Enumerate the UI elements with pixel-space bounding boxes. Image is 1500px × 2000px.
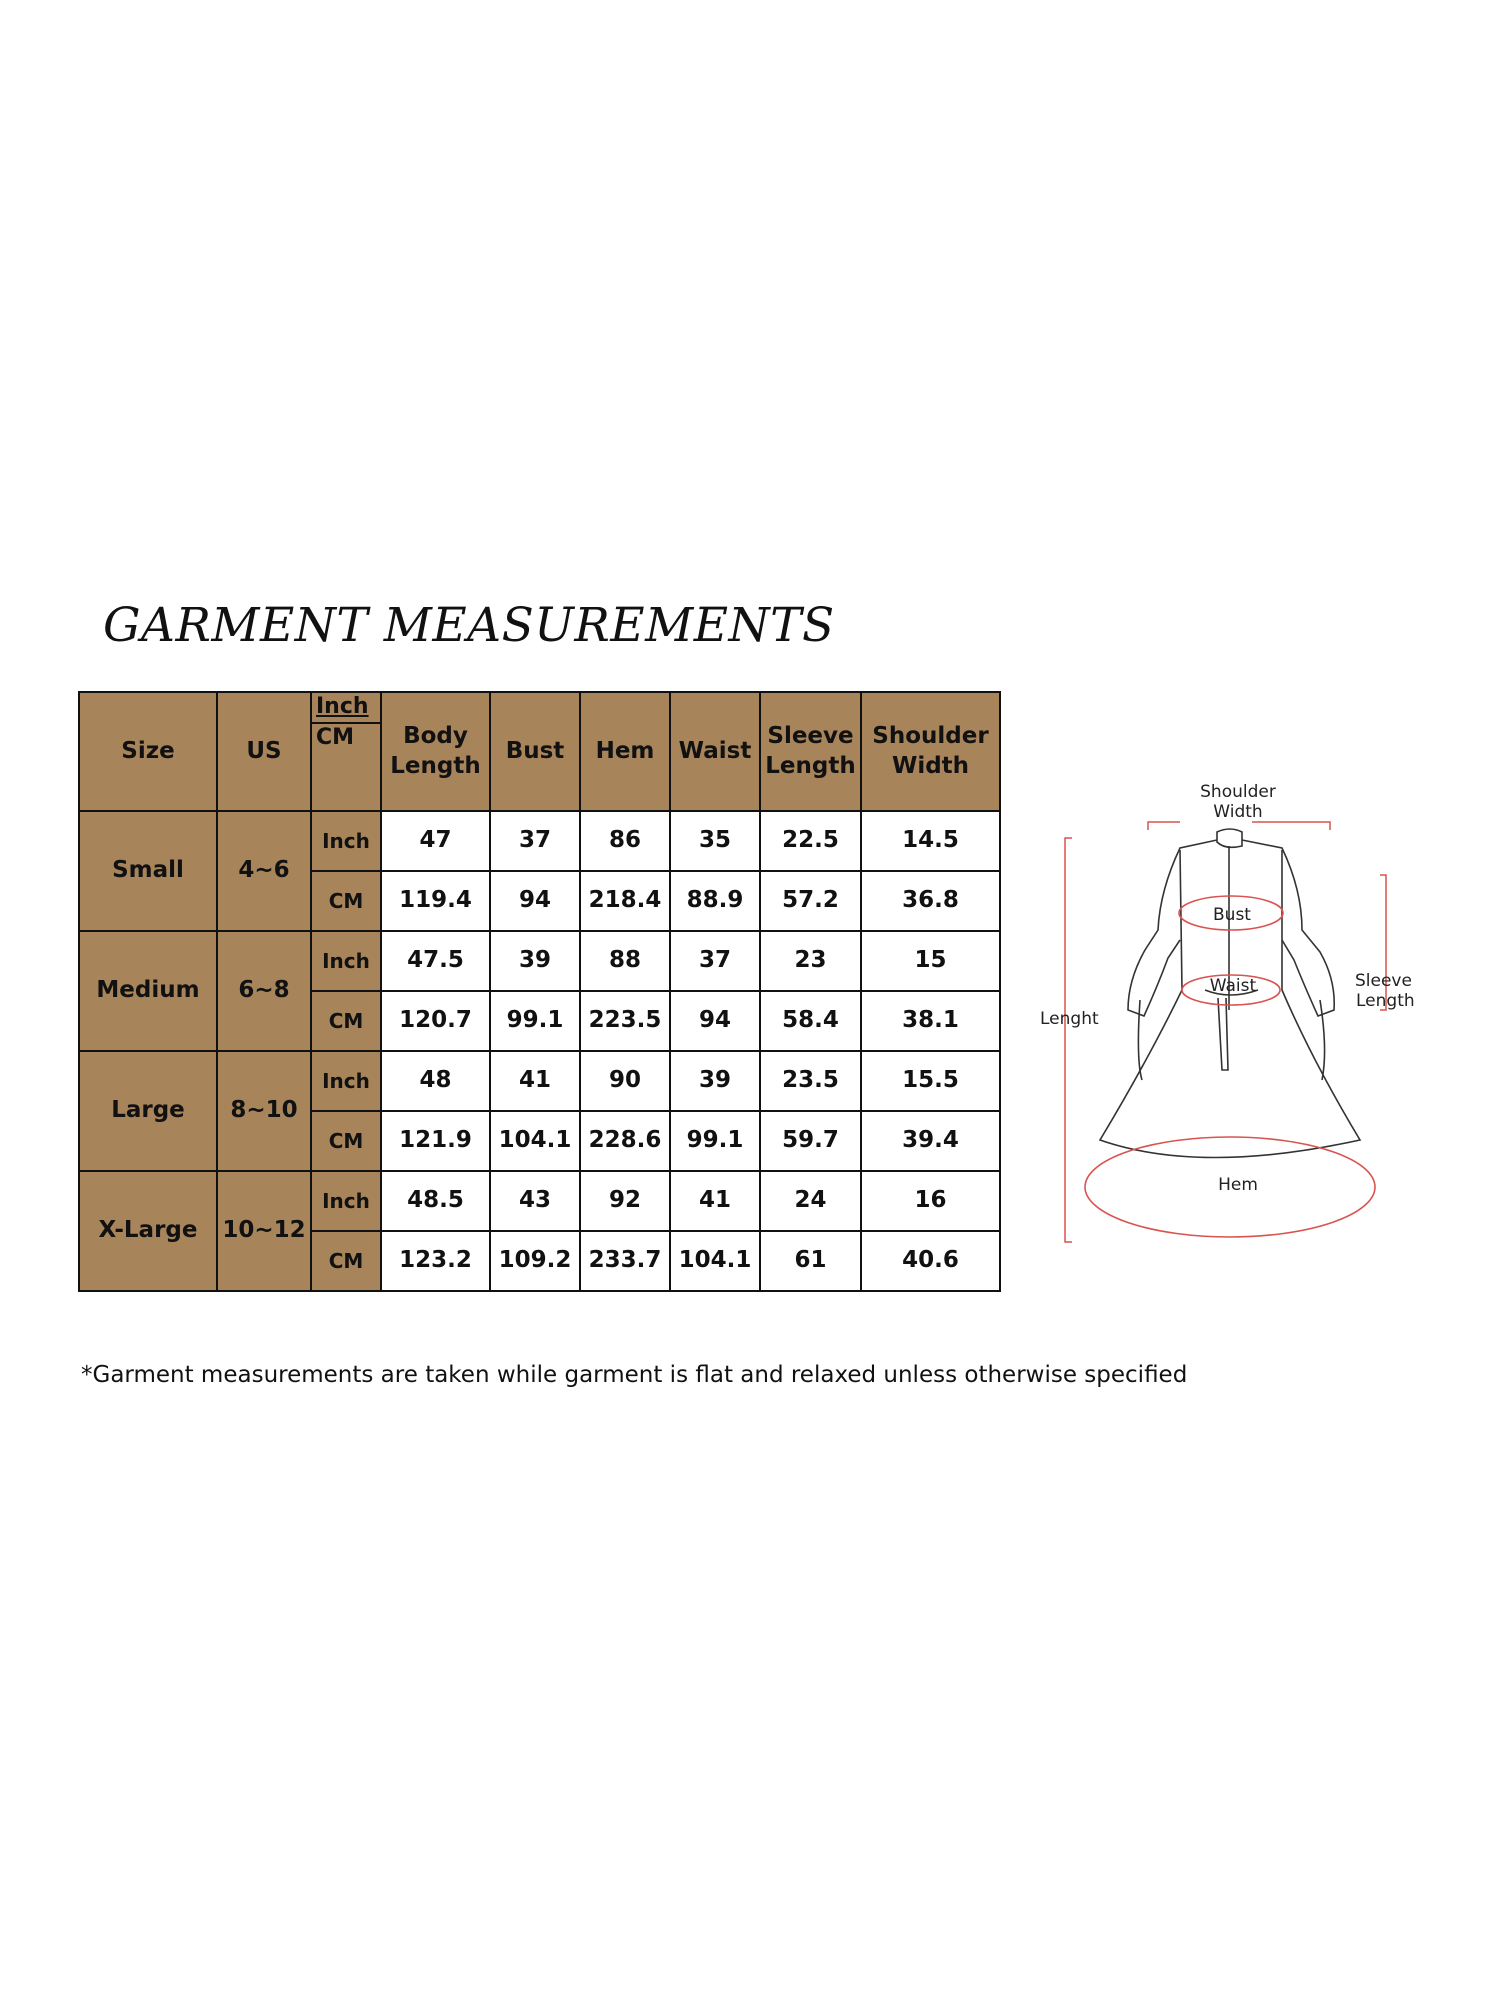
measurement-cell: 41 bbox=[670, 1171, 760, 1231]
measurement-cell: 228.6 bbox=[580, 1111, 670, 1171]
table-row bbox=[79, 931, 1000, 991]
measurement-cell: 223.5 bbox=[580, 991, 670, 1051]
unit-cell: Inch bbox=[311, 1051, 381, 1111]
measurement-cell: 39.4 bbox=[861, 1111, 1000, 1171]
measurement-cell: 233.7 bbox=[580, 1231, 670, 1291]
measurement-cell: 48 bbox=[381, 1051, 490, 1111]
size-cell: Small bbox=[79, 811, 217, 931]
header-shoulder-width: Shoulder Width bbox=[861, 692, 1000, 811]
measurement-cell: 35 bbox=[670, 811, 760, 871]
measurement-cell: 57.2 bbox=[760, 871, 861, 931]
measurement-cell: 109.2 bbox=[490, 1231, 580, 1291]
us-size-cell: 4~6 bbox=[217, 811, 311, 931]
table-row bbox=[79, 1051, 1000, 1111]
measurement-cell: 94 bbox=[670, 991, 760, 1051]
measurement-cell: 39 bbox=[670, 1051, 760, 1111]
header-size: Size bbox=[79, 692, 217, 811]
measurement-cell: 22.5 bbox=[760, 811, 861, 871]
table-header-row bbox=[79, 692, 1000, 811]
us-size-cell: 8~10 bbox=[217, 1051, 311, 1171]
unit-cell: CM bbox=[311, 1111, 381, 1171]
measurement-cell: 39 bbox=[490, 931, 580, 991]
size-cell: Large bbox=[79, 1051, 217, 1171]
measurement-cell: 121.9 bbox=[381, 1111, 490, 1171]
measurement-cell: 15 bbox=[861, 931, 1000, 991]
measurement-cell: 120.7 bbox=[381, 991, 490, 1051]
measurement-cell: 16 bbox=[861, 1171, 1000, 1231]
header-waist: Waist bbox=[670, 692, 760, 811]
measurement-cell: 48.5 bbox=[381, 1171, 490, 1231]
header-bust: Bust bbox=[490, 692, 580, 811]
measurement-cell: 14.5 bbox=[861, 811, 1000, 871]
shoulder-width-label: Shoulder bbox=[1200, 782, 1276, 802]
header-body-length: Body Length bbox=[381, 692, 490, 811]
size-chart-table bbox=[78, 691, 1001, 1292]
measurement-cell: 123.2 bbox=[381, 1231, 490, 1291]
header-sleeve-length: Sleeve Length bbox=[760, 692, 861, 811]
unit-cell: CM bbox=[311, 871, 381, 931]
table-row bbox=[79, 811, 1000, 871]
garment-diagram bbox=[1030, 780, 1430, 1250]
header-us: US bbox=[217, 692, 311, 811]
measurement-cell: 37 bbox=[670, 931, 760, 991]
measurement-cell: 40.6 bbox=[861, 1231, 1000, 1291]
bust-label: Bust bbox=[1213, 905, 1251, 925]
measurement-cell: 58.4 bbox=[760, 991, 861, 1051]
header-unit bbox=[311, 692, 381, 811]
header-unit-inch: Inch bbox=[312, 693, 380, 724]
us-size-cell: 10~12 bbox=[217, 1171, 311, 1291]
measurement-cell: 94 bbox=[490, 871, 580, 931]
unit-cell: CM bbox=[311, 991, 381, 1051]
shoulder-width-measure-line bbox=[1148, 822, 1330, 830]
measurement-cell: 47.5 bbox=[381, 931, 490, 991]
measurement-cell: 90 bbox=[580, 1051, 670, 1111]
measurement-cell: 23 bbox=[760, 931, 861, 991]
page-title: GARMENT MEASUREMENTS bbox=[103, 598, 835, 653]
sleeve-length-label: Sleeve bbox=[1355, 971, 1412, 991]
measurement-cell: 88.9 bbox=[670, 871, 760, 931]
hem-label: Hem bbox=[1218, 1175, 1258, 1195]
measurement-cell: 104.1 bbox=[670, 1231, 760, 1291]
measurement-cell: 38.1 bbox=[861, 991, 1000, 1051]
table-row bbox=[79, 1171, 1000, 1231]
unit-cell: CM bbox=[311, 1231, 381, 1291]
header-hem: Hem bbox=[580, 692, 670, 811]
unit-cell: Inch bbox=[311, 811, 381, 871]
waist-label: Waist bbox=[1209, 976, 1257, 996]
measurement-cell: 86 bbox=[580, 811, 670, 871]
us-size-cell: 6~8 bbox=[217, 931, 311, 1051]
length-measure-line bbox=[1065, 838, 1072, 1242]
shoulder-width-label-2: Width bbox=[1213, 802, 1263, 822]
size-cell: X-Large bbox=[79, 1171, 217, 1291]
measurement-cell: 43 bbox=[490, 1171, 580, 1231]
measurement-cell: 61 bbox=[760, 1231, 861, 1291]
measurement-cell: 47 bbox=[381, 811, 490, 871]
length-label: Lenght bbox=[1040, 1009, 1099, 1029]
measurement-cell: 88 bbox=[580, 931, 670, 991]
sleeve-length-label-2: Length bbox=[1356, 991, 1415, 1011]
measurement-cell: 59.7 bbox=[760, 1111, 861, 1171]
measurement-cell: 37 bbox=[490, 811, 580, 871]
measurement-cell: 23.5 bbox=[760, 1051, 861, 1111]
size-cell: Medium bbox=[79, 931, 217, 1051]
measurement-cell: 41 bbox=[490, 1051, 580, 1111]
measurement-cell: 92 bbox=[580, 1171, 670, 1231]
measurement-cell: 119.4 bbox=[381, 871, 490, 931]
measurement-cell: 99.1 bbox=[670, 1111, 760, 1171]
measurement-cell: 99.1 bbox=[490, 991, 580, 1051]
header-unit-cm: CM bbox=[316, 724, 355, 750]
measurement-cell: 15.5 bbox=[861, 1051, 1000, 1111]
unit-cell: Inch bbox=[311, 1171, 381, 1231]
measurement-note: *Garment measurements are taken while garment is flat and relaxed unless otherwise specified bbox=[81, 1362, 1188, 1388]
measurement-cell: 36.8 bbox=[861, 871, 1000, 931]
measurement-cell: 218.4 bbox=[580, 871, 670, 931]
measurement-cell: 24 bbox=[760, 1171, 861, 1231]
measurement-cell: 104.1 bbox=[490, 1111, 580, 1171]
unit-cell: Inch bbox=[311, 931, 381, 991]
